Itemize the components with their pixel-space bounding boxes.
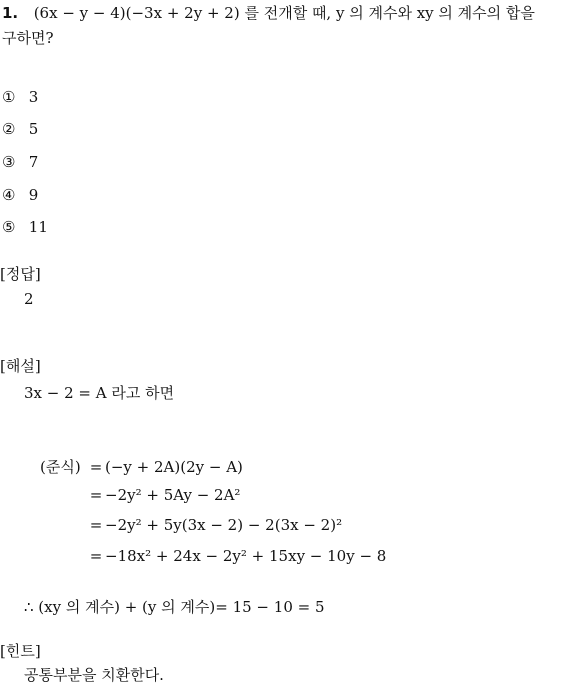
choice-mark: ① bbox=[2, 88, 16, 106]
derivation-rhs: −2y² + 5y(3x − 2) − 2(3x − 2)² bbox=[105, 516, 343, 534]
equals-sign: = bbox=[89, 547, 103, 565]
derivation-step-2 bbox=[87, 486, 240, 504]
derivation-step-3 bbox=[87, 516, 342, 534]
choice-value: 11 bbox=[28, 218, 48, 236]
question-number: 1. bbox=[2, 4, 19, 22]
hint-text: 공통부분을 치환한다. bbox=[24, 666, 164, 684]
solution-label: [해설] bbox=[0, 357, 41, 375]
derivation-step-1 bbox=[40, 456, 243, 477]
question-text: (6x − y − 4)(−3x + 2y + 2) 를 전개할 때, y 의 계수와 xy 의 계수의 합을 bbox=[33, 4, 535, 22]
derivation-lhs: (준식) bbox=[40, 458, 81, 476]
choice-value: 7 bbox=[28, 153, 39, 171]
answer-label: [정답] bbox=[0, 265, 41, 283]
derivation-step-4 bbox=[87, 547, 386, 565]
choice-4[interactable] bbox=[2, 186, 38, 204]
choice-2[interactable] bbox=[2, 120, 38, 138]
choice-1[interactable] bbox=[2, 88, 38, 106]
choice-value: 3 bbox=[28, 88, 39, 106]
equals-sign: = bbox=[89, 486, 103, 504]
hint-label: [힌트] bbox=[0, 642, 41, 660]
equals-sign: = bbox=[89, 458, 103, 476]
choice-value: 5 bbox=[28, 120, 39, 138]
choice-5[interactable] bbox=[2, 218, 48, 236]
answer-value: 2 bbox=[24, 290, 34, 308]
question-line-1 bbox=[2, 2, 535, 23]
choice-mark: ② bbox=[2, 120, 16, 138]
choice-mark: ③ bbox=[2, 153, 16, 171]
choice-value: 9 bbox=[28, 186, 39, 204]
choice-mark: ⑤ bbox=[2, 218, 16, 236]
derivation-rhs: −2y² + 5Ay − 2A² bbox=[105, 486, 241, 504]
question-line-2: 구하면? bbox=[2, 29, 54, 47]
solution-intro: 3x − 2 = A 라고 하면 bbox=[24, 384, 175, 402]
equals-sign: = bbox=[89, 516, 103, 534]
derivation-rhs: −18x² + 24x − 2y² + 15xy − 10y − 8 bbox=[105, 547, 387, 565]
solution-conclusion: ∴ (xy 의 계수) + (y 의 계수)= 15 − 10 = 5 bbox=[24, 598, 325, 616]
derivation-rhs: (−y + 2A)(2y − A) bbox=[105, 458, 243, 476]
choice-3[interactable] bbox=[2, 153, 38, 171]
choice-mark: ④ bbox=[2, 186, 16, 204]
